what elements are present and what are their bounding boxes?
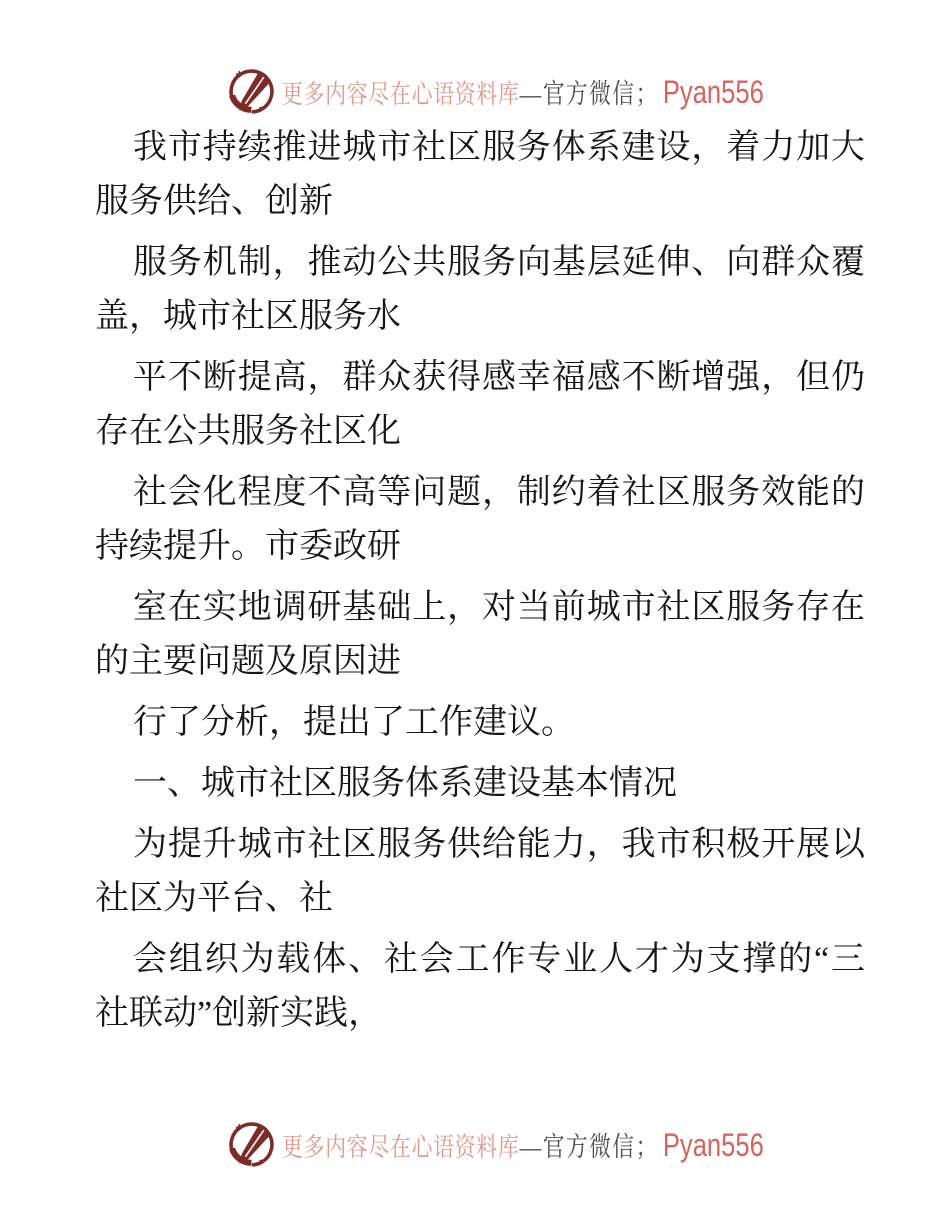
text-line: 行了分析，提出了工作建议。 [133, 704, 575, 741]
text-line: 会组织为载体、社会工作专业人才为支撑的“三 [133, 941, 865, 978]
paragraph [95, 236, 865, 344]
text-line: 服务供给、创新 [95, 183, 333, 220]
footer-watermark [227, 1119, 884, 1169]
brand-text: 更多内容尽在心语资料库 [282, 1132, 520, 1162]
wechat-id: Pyan556 [662, 73, 764, 110]
wechat-id: Pyan556 [662, 1126, 764, 1163]
document-body [95, 121, 865, 1048]
text-line: 服务机制，推动公共服务向基层延伸、向群众覆 [133, 244, 865, 281]
text-line: 存在公共服务社区化 [95, 413, 401, 450]
paragraph [95, 351, 865, 459]
paragraph [95, 466, 865, 574]
brand-text: 更多内容尽在心语资料库 [282, 79, 520, 109]
paragraph [95, 818, 865, 926]
text-line: 社会化程度不高等问题，制约着社区服务效能的 [133, 474, 865, 511]
text-line: 的主要问题及原因进 [95, 643, 401, 680]
text-line: 平不断提高，群众获得感幸福感不断增强，但仍 [133, 359, 865, 396]
ink-pen-logo-icon [227, 1120, 276, 1169]
section-heading: 一、城市社区服务体系建设基本情况 [133, 765, 677, 802]
paragraph [95, 696, 865, 750]
ink-pen-logo-icon [227, 67, 276, 116]
footer-watermark-text [282, 1125, 764, 1164]
header-watermark [227, 66, 884, 116]
paragraph [95, 121, 865, 229]
official-wechat-label: —官方微信； [519, 1131, 659, 1162]
text-line: 为提升城市社区服务供给能力，我市积极开展以 [133, 826, 865, 863]
paragraph [95, 757, 865, 811]
text-line: 我市持续推进城市社区服务体系建设，着力加大 [133, 129, 865, 166]
header-watermark-text [282, 72, 764, 111]
paragraph [95, 933, 865, 1041]
text-line: 社联动”创新实践， [95, 995, 383, 1032]
paragraph [95, 581, 865, 689]
text-line: 社区为平台、社 [95, 880, 333, 917]
text-line: 持续提升。市委政研 [95, 528, 401, 565]
text-line: 盖，城市社区服务水 [95, 298, 401, 335]
official-wechat-label: —官方微信； [519, 78, 659, 109]
text-line: 室在实地调研基础上，对当前城市社区服务存在 [133, 589, 865, 626]
